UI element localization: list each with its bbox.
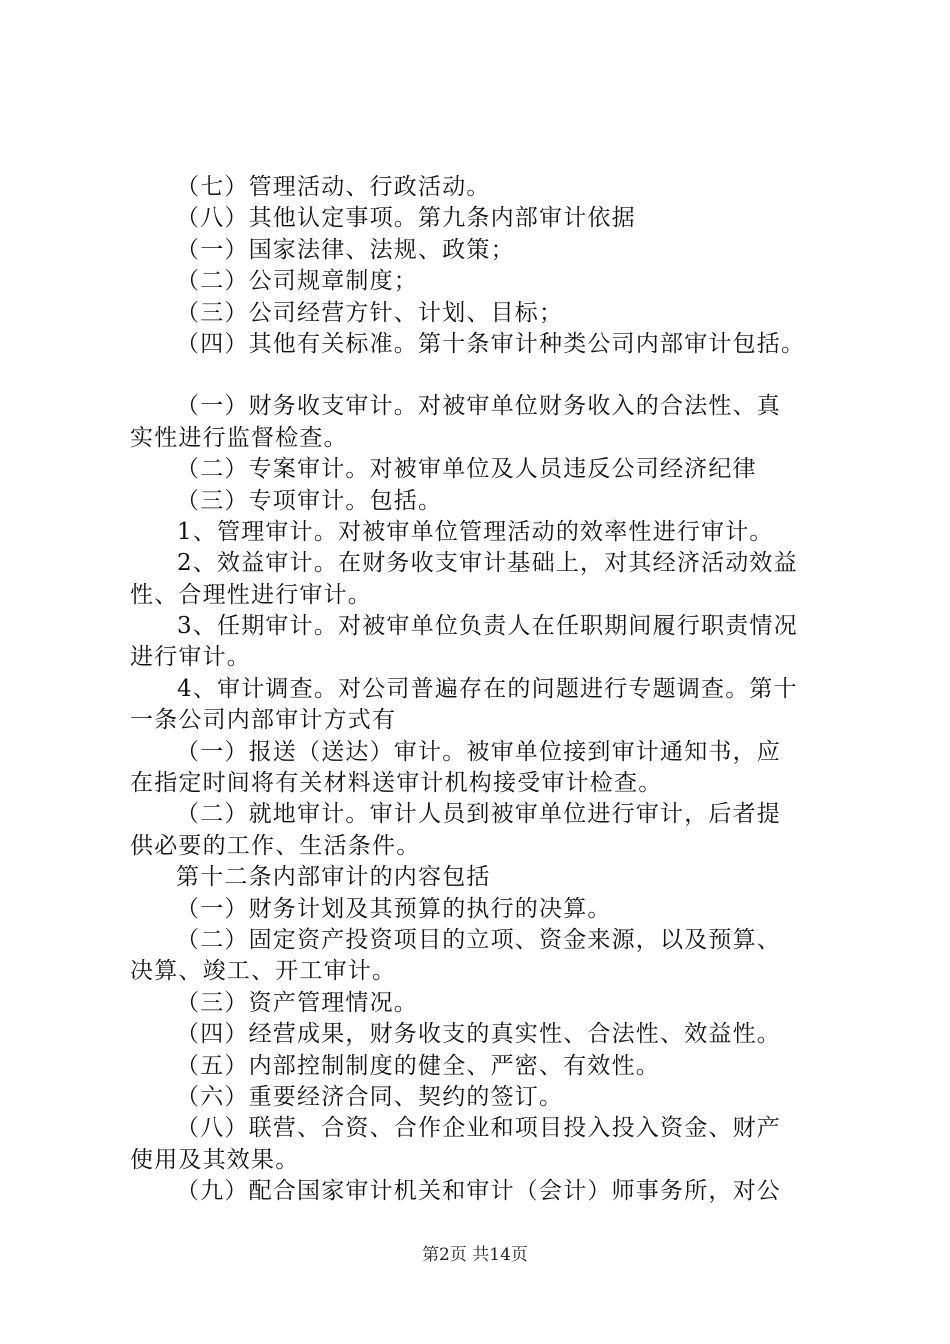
paragraph-line: （七）管理活动、行政活动。 xyxy=(176,174,491,200)
page-number-label: 第2页 共14页 xyxy=(422,1245,528,1265)
paragraph-line: （三）公司经营方针、计划、目标； xyxy=(176,299,564,326)
paragraph-line: 3、任期审计。对被审单位负责人在任职期间履行职责情况 xyxy=(177,613,798,640)
section-heading: 第十二条内部审计的内容包括 xyxy=(176,864,491,891)
paragraph-line: 供必要的工作、生活条件。 xyxy=(130,832,421,859)
document-body xyxy=(130,172,840,1208)
paragraph-line: 在指定时间将有关材料送审计机构接受审计检查。 xyxy=(130,770,663,797)
paragraph-line: （二）固定资产投资项目的立项、资金来源，以及预算、 xyxy=(176,926,781,953)
paragraph-gap xyxy=(130,360,840,391)
paragraph-line: （六）重要经济合同、契约的签订。 xyxy=(176,1083,564,1110)
paragraph-line: （二）专案审计。对被审单位及人员违反公司经济纪律 xyxy=(176,456,757,483)
paragraph-line: （三）专项审计。包括。 xyxy=(176,487,443,514)
paragraph-line: （八）联营、合资、合作企业和项目投入投入资金、财产 xyxy=(176,1115,781,1142)
paragraph-line: 实性进行监督检查。 xyxy=(130,424,348,451)
paragraph-line: 2、效益审计。在财务收支审计基础上，对其经济活动效益 xyxy=(177,550,798,577)
paragraph-line: 性、合理性进行审计。 xyxy=(130,581,372,608)
paragraph-line: （五）内部控制制度的健全、严密、有效性。 xyxy=(176,1052,660,1079)
paragraph-line: 一条公司内部审计方式有 xyxy=(130,707,397,734)
paragraph-line: （一）财务计划及其预算的执行的决算。 xyxy=(176,895,612,922)
paragraph-line: 4、审计调查。对公司普遍存在的问题进行专题调查。第十 xyxy=(177,675,798,702)
page-footer xyxy=(0,1240,950,1265)
paragraph-line: （一）报送（送达）审计。被审单位接到审计通知书，应 xyxy=(176,738,781,765)
paragraph-line: （四）经营成果，财务收支的真实性、合法性、效益性。 xyxy=(176,1021,781,1048)
paragraph-line: （八）其他认定事项。第九条内部审计依据 xyxy=(176,205,636,232)
paragraph-line: 使用及其效果。 xyxy=(130,1146,300,1173)
paragraph-line: （九）配合国家审计机关和审计（会计）师事务所，对公 xyxy=(176,1178,781,1205)
paragraph-line: 决算、竣工、开工审计。 xyxy=(130,958,397,985)
paragraph-line: （二）就地审计。审计人员到被审单位进行审计，后者提 xyxy=(176,801,781,828)
paragraph-line: （一）国家法律、法规、政策； xyxy=(176,236,515,263)
paragraph-line: （四）其他有关标准。第十条审计种类公司内部审计包括。 xyxy=(176,330,806,357)
paragraph-line: （三）资产管理情况。 xyxy=(176,989,418,1016)
paragraph-line: （一）财务收支审计。对被审单位财务收入的合法性、真 xyxy=(176,393,781,420)
paragraph-line: 1、管理审计。对被审单位管理活动的效率性进行审计。 xyxy=(177,518,774,545)
paragraph-line: 进行审计。 xyxy=(130,644,251,671)
paragraph-line: （二）公司规章制度； xyxy=(176,268,418,295)
